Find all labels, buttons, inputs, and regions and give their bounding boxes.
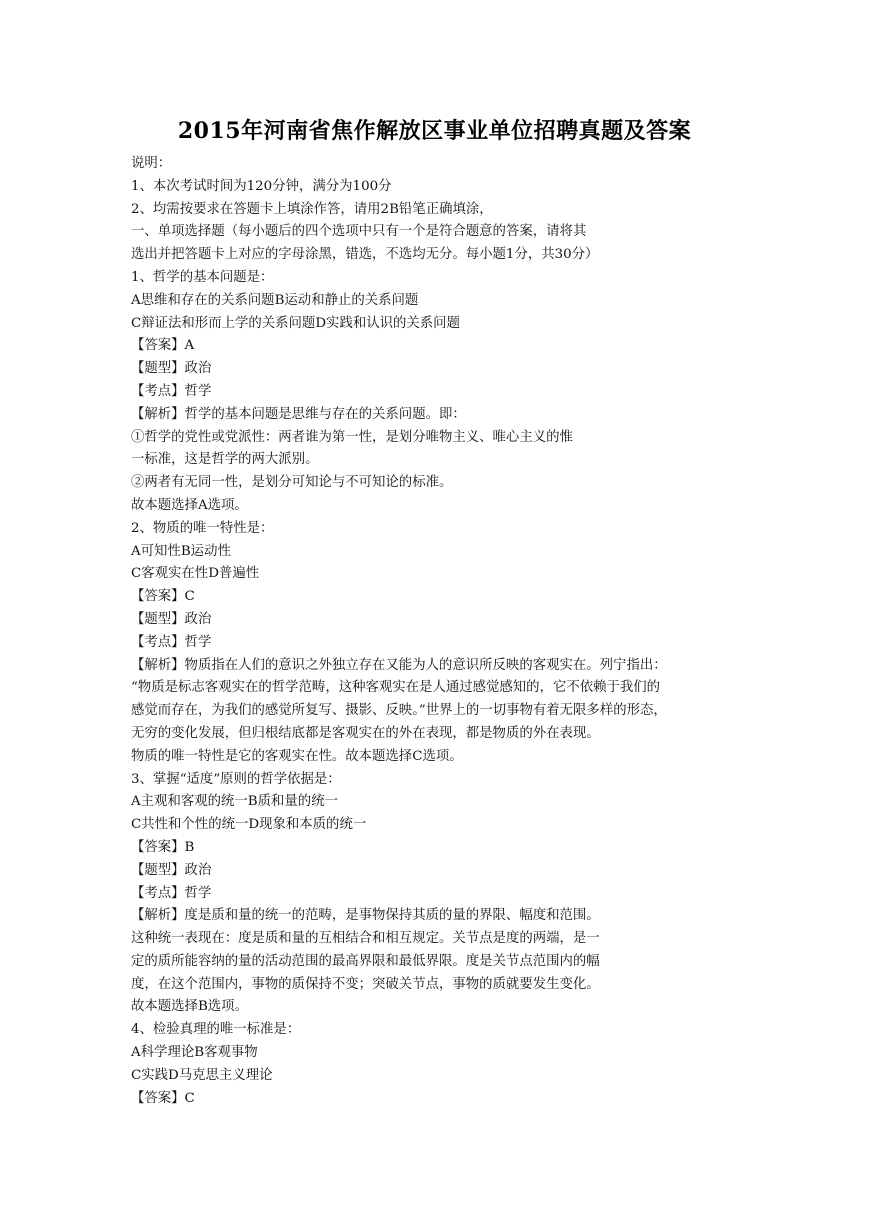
text-line: 这种统一表现在：度是质和量的互相结合和相互规定。关节点是度的两端，是一 bbox=[131, 931, 600, 947]
text-line: 无穷的变化发展，但归根结底都是客观实在的外在表现，都是物质的外在表现。 bbox=[131, 725, 600, 741]
text-line: C客观实在性D普遍性 bbox=[131, 566, 260, 582]
text-line: 定的质所能容纳的量的活动范围的最高界限和最低界限。度是关节点范围内的幅 bbox=[131, 953, 600, 969]
text-line: C辩证法和形而上学的关系问题D实践和认识的关系问题 bbox=[131, 315, 460, 331]
text-line: A主观和客观的统一B质和量的统一 bbox=[131, 794, 338, 810]
text-line: 【考点】哲学 bbox=[131, 634, 212, 650]
text-line: “物质是标志客观实在的哲学范畴，这种客观实在是人通过感觉感知的，它不依赖于我们的 bbox=[131, 680, 661, 696]
text-line: 感觉而存在，为我们的感觉所复写、摄影、反映。”世界上的一切事物有着无限多样的形态， bbox=[131, 703, 667, 719]
text-line: 度，在这个范围内，事物的质保持不变；突破关节点，事物的质就要发生变化。 bbox=[131, 976, 600, 992]
text-line: 故本题选择A选项。 bbox=[131, 497, 248, 513]
text-line: C共性和个性的统一D现象和本质的统一 bbox=[131, 817, 367, 833]
text-line: 3、掌握“适度”原则的哲学依据是： bbox=[131, 771, 341, 787]
text-line: 1、哲学的基本问题是： bbox=[131, 269, 274, 285]
text-line: 一标准，这是哲学的两大派别。 bbox=[131, 452, 319, 468]
text-line: A思维和存在的关系问题B运动和静止的关系问题 bbox=[131, 292, 419, 308]
text-line: 【解析】物质指在人们的意识之外独立存在又能为人的意识所反映的客观实在。列宁指出： bbox=[131, 657, 667, 673]
text-line: 2、均需按要求在答题卡上填涂作答，请用2B铅笔正确填涂， bbox=[131, 201, 493, 217]
text-line: 一、单项选择题（每小题后的四个选项中只有一个是符合题意的答案，请将其 bbox=[131, 224, 587, 240]
text-line: 选出并把答题卡上对应的字母涂黑，错选，不选均无分。每小题1分，共30分） bbox=[131, 247, 599, 263]
text-line: 2、物质的唯一特性是： bbox=[131, 520, 274, 536]
text-line: 【题型】政治 bbox=[131, 361, 212, 377]
text-line: C实践D马克思主义理论 bbox=[131, 1067, 273, 1083]
text-line: 【答案】C bbox=[131, 589, 195, 605]
text-line: ①哲学的党性或党派性：两者谁为第一性，是划分唯物主义、唯心主义的惟 bbox=[131, 429, 573, 445]
text-line: 物质的唯一特性是它的客观实在性。故本题选择C选项。 bbox=[131, 748, 463, 764]
text-line: 【解析】度是质和量的统一的范畴，是事物保持其质的量的界限、幅度和范围。 bbox=[131, 908, 600, 924]
document-title: 2015年河南省焦作解放区事业单位招聘真题及答案 bbox=[177, 118, 692, 144]
text-line: A科学理论B客观事物 bbox=[131, 1045, 258, 1061]
text-line: ②两者有无同一性，是划分可知论与不可知论的标准。 bbox=[131, 475, 453, 491]
text-line: 【答案】C bbox=[131, 1090, 195, 1106]
text-line: 【答案】B bbox=[131, 839, 195, 855]
text-line: 【答案】A bbox=[131, 338, 195, 354]
text-line: 故本题选择B选项。 bbox=[131, 999, 248, 1015]
text-line: 【考点】哲学 bbox=[131, 383, 212, 399]
text-line: 4、检验真理的唯一标准是： bbox=[131, 1022, 301, 1038]
document-body bbox=[131, 153, 741, 1110]
text-line: 1、本次考试时间为120分钟，满分为100分 bbox=[131, 178, 392, 194]
text-line: A可知性B运动性 bbox=[131, 543, 231, 559]
text-line: 【题型】政治 bbox=[131, 862, 212, 878]
text-line: 说明： bbox=[131, 156, 172, 171]
text-line: 【考点】哲学 bbox=[131, 885, 212, 901]
text-line: 【解析】哲学的基本问题是思维与存在的关系问题。即： bbox=[131, 406, 466, 422]
text-line: 【题型】政治 bbox=[131, 611, 212, 627]
